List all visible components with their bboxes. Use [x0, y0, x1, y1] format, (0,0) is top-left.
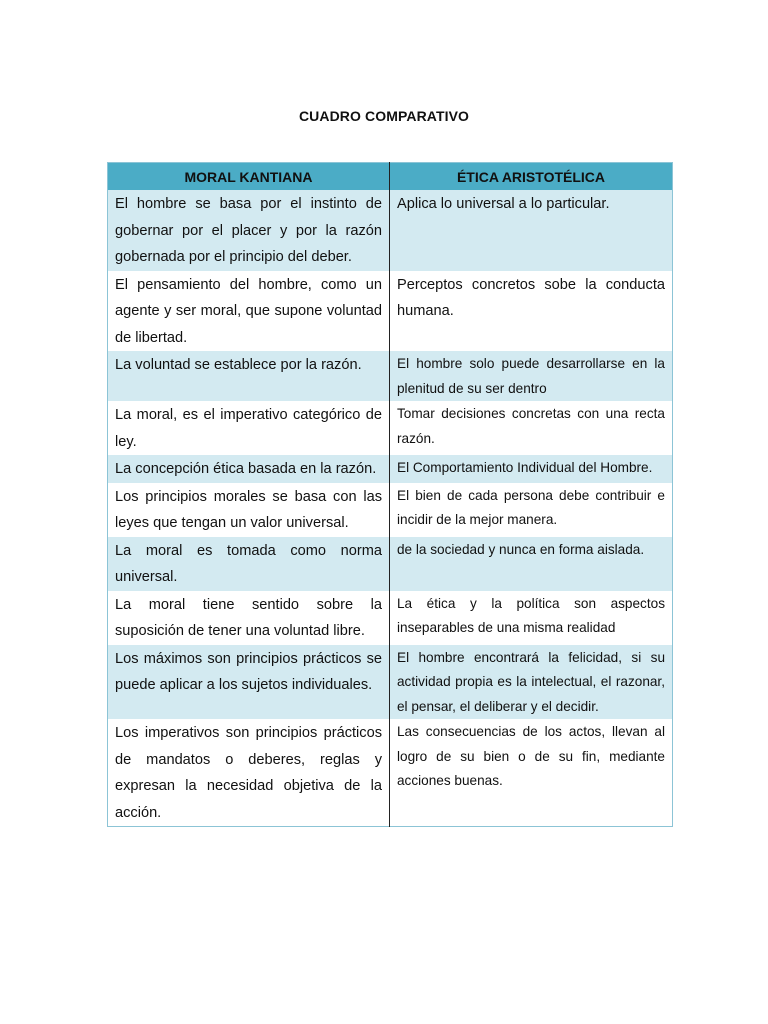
kantiana-cell: Los máximos son principios prácticos se puede aplicar a los sujetos individuales. — [108, 645, 390, 720]
aristotelica-cell: El hombre solo puede desarrollarse en la plenitud de su ser dentro — [390, 351, 673, 401]
table-row — [108, 719, 673, 827]
aristotelica-cell: de la sociedad y nunca en forma aislada. — [390, 537, 673, 591]
table-row — [108, 271, 673, 352]
table-header-row — [108, 163, 673, 191]
aristotelica-cell: El hombre encontrará la felicidad, si su actividad propia es la intelectual, el razonar, el pensar, el deliberar y el decidir. — [390, 645, 673, 720]
table-row — [108, 351, 673, 401]
table-row — [108, 455, 673, 483]
aristotelica-cell: Tomar decisiones concretas con una recta razón. — [390, 401, 673, 455]
aristotelica-cell: Aplica lo universal a lo particular. — [390, 190, 673, 271]
table-row — [108, 591, 673, 645]
aristotelica-cell: Perceptos concretos sobe la conducta humana. — [390, 271, 673, 352]
header-etica-aristotelica: ÉTICA ARISTOTÉLICA — [390, 163, 673, 191]
kantiana-cell: Los principios morales se basa con las leyes que tengan un valor universal. — [108, 483, 390, 537]
table-row — [108, 190, 673, 271]
table-row — [108, 645, 673, 720]
comparison-table — [107, 162, 673, 827]
table-row — [108, 537, 673, 591]
table-row — [108, 401, 673, 455]
table-row — [108, 483, 673, 537]
kantiana-cell: La moral es tomada como norma universal. — [108, 537, 390, 591]
aristotelica-cell: El Comportamiento Individual del Hombre. — [390, 455, 673, 483]
kantiana-cell: El pensamiento del hombre, como un agente y ser moral, que supone voluntad de libertad. — [108, 271, 390, 352]
header-moral-kantiana: MORAL KANTIANA — [108, 163, 390, 191]
kantiana-cell: La voluntad se establece por la razón. — [108, 351, 390, 401]
kantiana-cell: Los imperativos son principios prácticos de mandatos o deberes, reglas y expresan la necesidad objetiva de la acción. — [108, 719, 390, 827]
kantiana-cell: La concepción ética basada en la razón. — [108, 455, 390, 483]
aristotelica-cell: El bien de cada persona debe contribuir e incidir de la mejor manera. — [390, 483, 673, 537]
aristotelica-cell: Las consecuencias de los actos, llevan al logro de su bien o de su fin, mediante acciones buenas. — [390, 719, 673, 827]
document-title: CUADRO COMPARATIVO — [298, 108, 470, 124]
kantiana-cell: La moral tiene sentido sobre la suposición de tener una voluntad libre. — [108, 591, 390, 645]
aristotelica-cell: La ética y la política son aspectos inseparables de una misma realidad — [390, 591, 673, 645]
kantiana-cell: El hombre se basa por el instinto de gobernar por el placer y por la razón gobernada por el principio del deber. — [108, 190, 390, 271]
kantiana-cell: La moral, es el imperativo categórico de ley. — [108, 401, 390, 455]
